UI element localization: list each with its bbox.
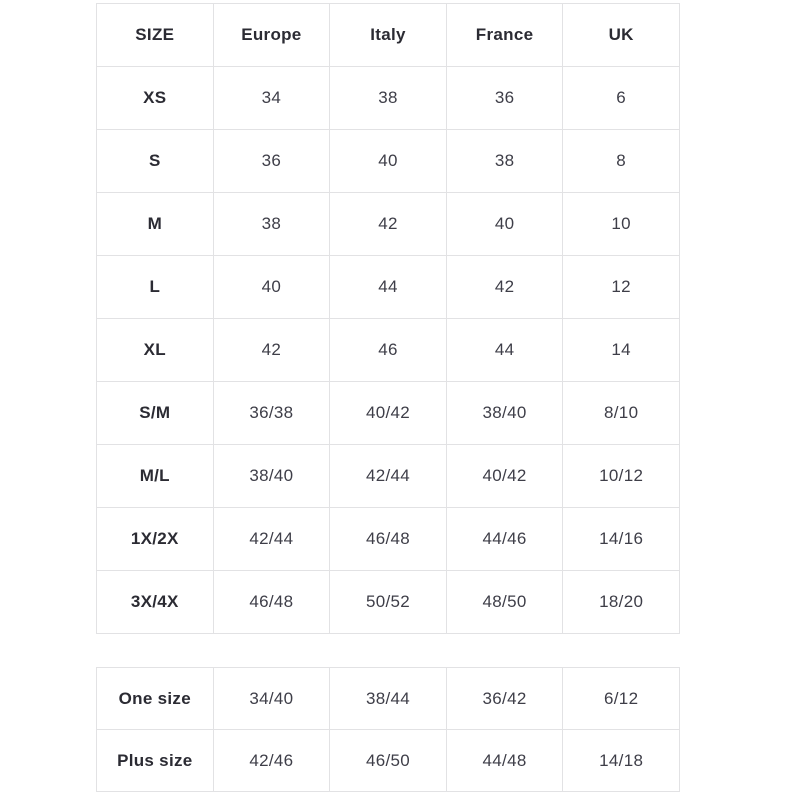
france-value-cell: 40 (446, 193, 563, 256)
size-label-cell: 3X/4X (97, 571, 214, 634)
italy-value-cell: 46/48 (330, 508, 447, 571)
uk-value-cell: 8/10 (563, 382, 680, 445)
uk-value-cell: 6 (563, 67, 680, 130)
column-header-france: France (446, 4, 563, 67)
uk-value-cell: 12 (563, 256, 680, 319)
table-row-m (97, 193, 680, 256)
italy-value-cell: 44 (330, 256, 447, 319)
italy-value-cell: 38 (330, 67, 447, 130)
italy-value-cell: 46 (330, 319, 447, 382)
size-label-cell: S/M (97, 382, 214, 445)
uk-value-cell: 10/12 (563, 445, 680, 508)
column-header-europe: Europe (213, 4, 330, 67)
france-value-cell: 36/42 (446, 668, 563, 730)
size-label-cell: Plus size (97, 730, 214, 792)
italy-value-cell: 38/44 (330, 668, 447, 730)
europe-value-cell: 42 (213, 319, 330, 382)
table-row-3x-4x (97, 571, 680, 634)
size-label-cell: One size (97, 668, 214, 730)
france-value-cell: 40/42 (446, 445, 563, 508)
table-row-xs (97, 67, 680, 130)
france-value-cell: 42 (446, 256, 563, 319)
table-row-s (97, 130, 680, 193)
italy-value-cell: 46/50 (330, 730, 447, 792)
table-row-one-size (97, 668, 680, 730)
uk-value-cell: 14 (563, 319, 680, 382)
italy-value-cell: 40/42 (330, 382, 447, 445)
france-value-cell: 38 (446, 130, 563, 193)
uk-value-cell: 14/18 (563, 730, 680, 792)
europe-value-cell: 42/44 (213, 508, 330, 571)
column-header-size: SIZE (97, 4, 214, 67)
table-row-xl (97, 319, 680, 382)
italy-value-cell: 42/44 (330, 445, 447, 508)
italy-value-cell: 42 (330, 193, 447, 256)
france-value-cell: 36 (446, 67, 563, 130)
europe-value-cell: 40 (213, 256, 330, 319)
france-value-cell: 44 (446, 319, 563, 382)
special-sizes-table (96, 667, 680, 792)
uk-value-cell: 10 (563, 193, 680, 256)
europe-value-cell: 38/40 (213, 445, 330, 508)
europe-value-cell: 42/46 (213, 730, 330, 792)
europe-value-cell: 34/40 (213, 668, 330, 730)
size-conversion-table (96, 3, 680, 634)
uk-value-cell: 18/20 (563, 571, 680, 634)
europe-value-cell: 46/48 (213, 571, 330, 634)
uk-value-cell: 8 (563, 130, 680, 193)
france-value-cell: 44/46 (446, 508, 563, 571)
size-label-cell: XL (97, 319, 214, 382)
uk-value-cell: 14/16 (563, 508, 680, 571)
europe-value-cell: 34 (213, 67, 330, 130)
table-row-l (97, 256, 680, 319)
france-value-cell: 38/40 (446, 382, 563, 445)
france-value-cell: 48/50 (446, 571, 563, 634)
table-row-plus-size (97, 730, 680, 792)
italy-value-cell: 40 (330, 130, 447, 193)
europe-value-cell: 38 (213, 193, 330, 256)
size-label-cell: XS (97, 67, 214, 130)
italy-value-cell: 50/52 (330, 571, 447, 634)
table-row-s-m (97, 382, 680, 445)
size-label-cell: M/L (97, 445, 214, 508)
size-label-cell: L (97, 256, 214, 319)
size-label-cell: S (97, 130, 214, 193)
size-label-cell: 1X/2X (97, 508, 214, 571)
table-row-m-l (97, 445, 680, 508)
europe-value-cell: 36 (213, 130, 330, 193)
france-value-cell: 44/48 (446, 730, 563, 792)
column-header-italy: Italy (330, 4, 447, 67)
europe-value-cell: 36/38 (213, 382, 330, 445)
uk-value-cell: 6/12 (563, 668, 680, 730)
size-label-cell: M (97, 193, 214, 256)
table-row-1x-2x (97, 508, 680, 571)
header-row (97, 4, 680, 67)
column-header-uk: UK (563, 4, 680, 67)
